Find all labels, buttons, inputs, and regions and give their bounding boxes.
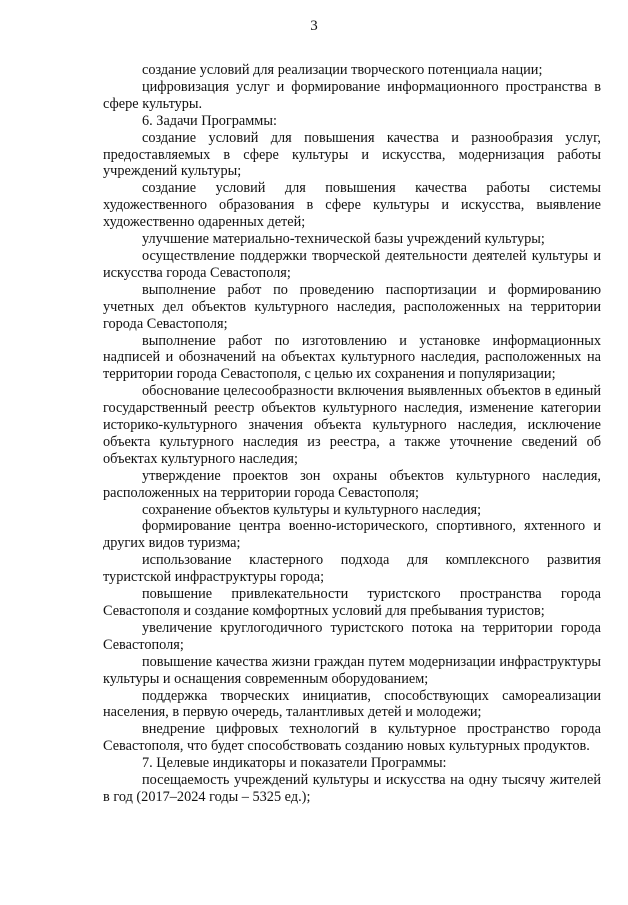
paragraph: создание условий для повышения качества работы системы художественного образования в сфере культуры и искусства, выявление художественно одаренных детей; xyxy=(103,180,601,231)
paragraph: выполнение работ по проведению паспортизации и формированию учетных дел объектов культурного наследия, расположенных на территории города Севастополя; xyxy=(103,281,601,332)
paragraph: формирование центра военно-исторического, спортивного, яхтенного и других видов туризма; xyxy=(103,518,601,552)
section-heading: 7. Целевые индикаторы и показатели Программы: xyxy=(142,755,447,772)
paragraph: создание условий для реализации творческого потенциала нации; xyxy=(142,62,543,78)
paragraph: повышение качества жизни граждан путем модернизации инфраструктуры культуры и оснащения современным оборудованием; xyxy=(103,653,601,687)
paragraph: увеличение круглогодичного туристского потока на территории города Севастополя; xyxy=(103,619,601,653)
document-body xyxy=(103,62,601,806)
paragraph: осуществление поддержки творческой деятельности деятелей культуры и искусства города Севастополя; xyxy=(103,247,601,281)
paragraph: посещаемость учреждений культуры и искусства на одну тысячу жителей в год (2017–2024 годы – 5325 ед.); xyxy=(103,772,601,805)
section-heading: 6. Задачи Программы: xyxy=(142,112,277,129)
paragraph: цифровизация услуг и формирование информационного пространства в сфере культуры. xyxy=(103,78,601,112)
paragraph: повышение привлекательности туристского пространства города Севастополя и создание комфортных условий для пребывания туристов; xyxy=(103,586,601,619)
paragraph: создание условий для повышения качества и разнообразия услуг, предоставляемых в сфере культуры и искусства, модернизация работы учреждений культуры; xyxy=(103,129,601,180)
paragraph: сохранение объектов культуры и культурного наследия; xyxy=(142,501,482,518)
paragraph: выполнение работ по изготовлению и установке информационных надписей и обозначений на объектах культурного наследия, расположенных на территории города Севастополя, с целью их сохранения и популяризации; xyxy=(103,332,601,383)
paragraph: внедрение цифровых технологий в культурное пространство города Севастополя, что будет способствовать созданию новых культурных продуктов. xyxy=(103,721,601,755)
paragraph: поддержка творческих инициатив, способствующих самореализации населения, в первую очередь, талантливых детей и молодежи; xyxy=(103,687,601,721)
paragraph: обоснование целесообразности включения выявленных объектов в единый государственный реестр объектов культурного наследия, изменение категории историко-культурного значения объекта культурного наследия, исключение объекта культурного наследия из реестра, а также уточнение сведений об объектах культурного наследия; xyxy=(103,383,601,467)
paragraph: использование кластерного подхода для комплексного развития туристской инфраструктуры города; xyxy=(103,552,601,586)
page-number: 3 xyxy=(310,18,318,34)
paragraph: улучшение материально-технической базы учреждений культуры; xyxy=(142,231,545,248)
paragraph: утверждение проектов зон охраны объектов культурного наследия, расположенных на территории города Севастополя; xyxy=(103,467,601,501)
